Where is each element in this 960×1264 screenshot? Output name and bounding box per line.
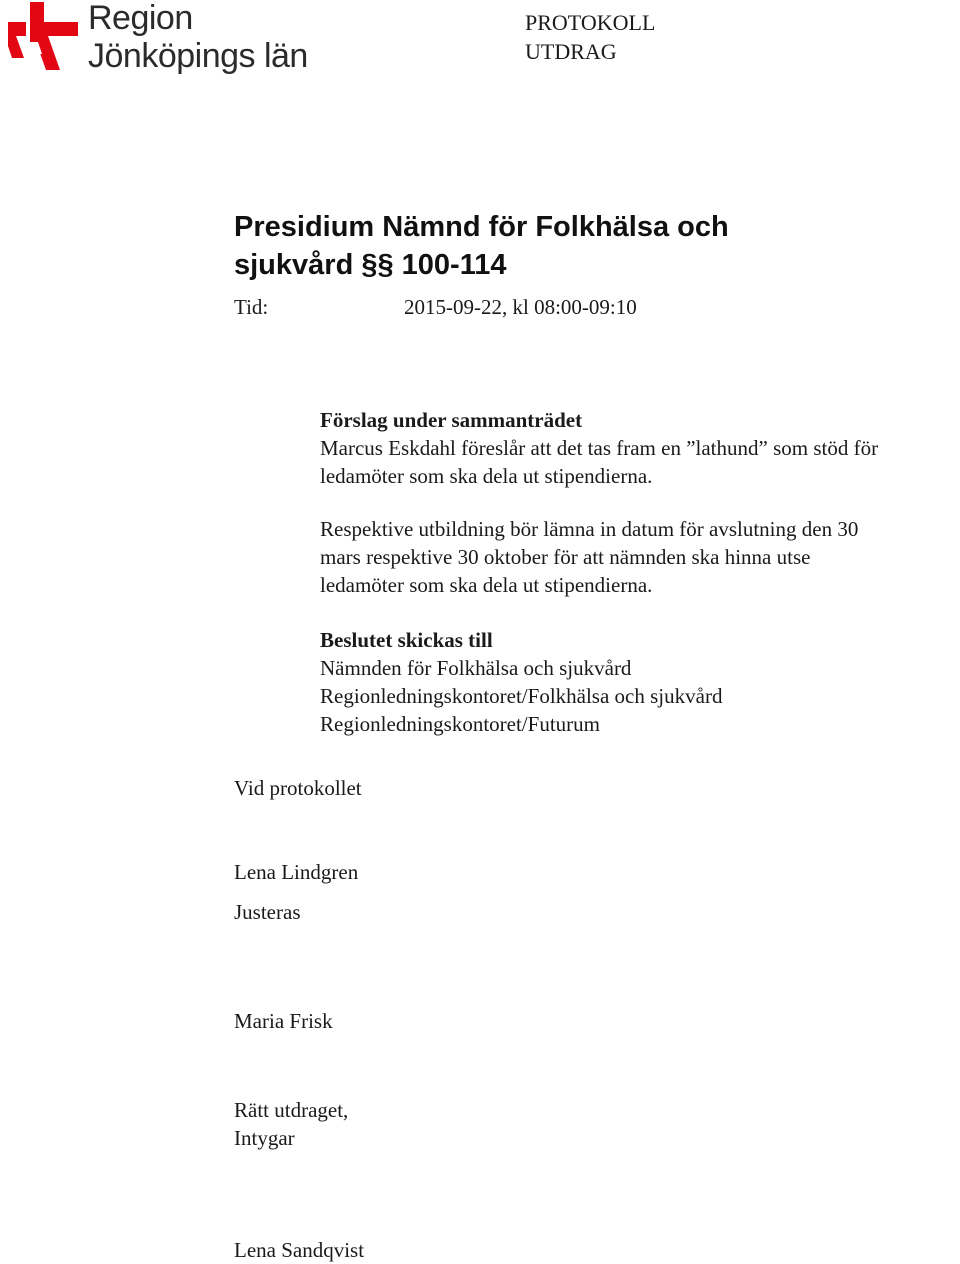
region-cross-logo-icon [8, 2, 80, 72]
ratt-utdraget-label: Rätt utdraget, [234, 1098, 349, 1122]
doc-type-utdrag: UTDRAG [525, 39, 617, 64]
distribution-heading: Beslutet skickas till [320, 628, 493, 652]
certifier-name: Lena Sandqvist [234, 1238, 365, 1262]
region-logo [8, 0, 308, 78]
proposal-line: ledamöter som ska dela ut stipendierna. [320, 464, 653, 488]
distribution-section [320, 626, 960, 738]
document-type [525, 8, 655, 66]
intygar-label: Intygar [234, 1126, 295, 1150]
adjuster-name: Maria Frisk [234, 1009, 333, 1033]
proposal-heading: Förslag under sammanträdet [320, 408, 583, 432]
doc-type-protokoll: PROTOKOLL [525, 10, 656, 35]
deadline-paragraph [320, 515, 960, 599]
recipient-item: Regionledningskontoret/Folkhälsa och sjukvård [320, 684, 723, 708]
recipient-item: Regionledningskontoret/Futurum [320, 712, 600, 736]
time-value: 2015-09-22, kl 08:00-09:10 [404, 295, 637, 319]
vid-protokollet-label: Vid protokollet [234, 776, 362, 800]
proposal-section [320, 406, 960, 490]
title-line-2: sjukvård §§ 100-114 [234, 249, 507, 281]
justeras-label: Justeras [234, 900, 301, 924]
time-label: Tid: [234, 295, 269, 319]
logo-text-jonkoping: Jönköpings län [88, 37, 308, 75]
paragraph-line: Respektive utbildning bör lämna in datum för avslutning den 30 [320, 517, 859, 541]
recipient-item: Nämnden för Folkhälsa och sjukvård [320, 656, 632, 680]
paragraph-line: mars respektive 30 oktober för att nämnden ska hinna utse [320, 545, 811, 569]
title-line-1: Presidium Nämnd för Folkhälsa och [234, 211, 729, 243]
paragraph-line: ledamöter som ska dela ut stipendierna. [320, 573, 653, 597]
logo-text-region: Region [88, 0, 193, 37]
proposal-line: Marcus Eskdahl föreslår att det tas fram en ”lathund” som stöd för [320, 436, 879, 460]
secretary-name: Lena Lindgren [234, 860, 359, 884]
page-title [234, 208, 874, 284]
